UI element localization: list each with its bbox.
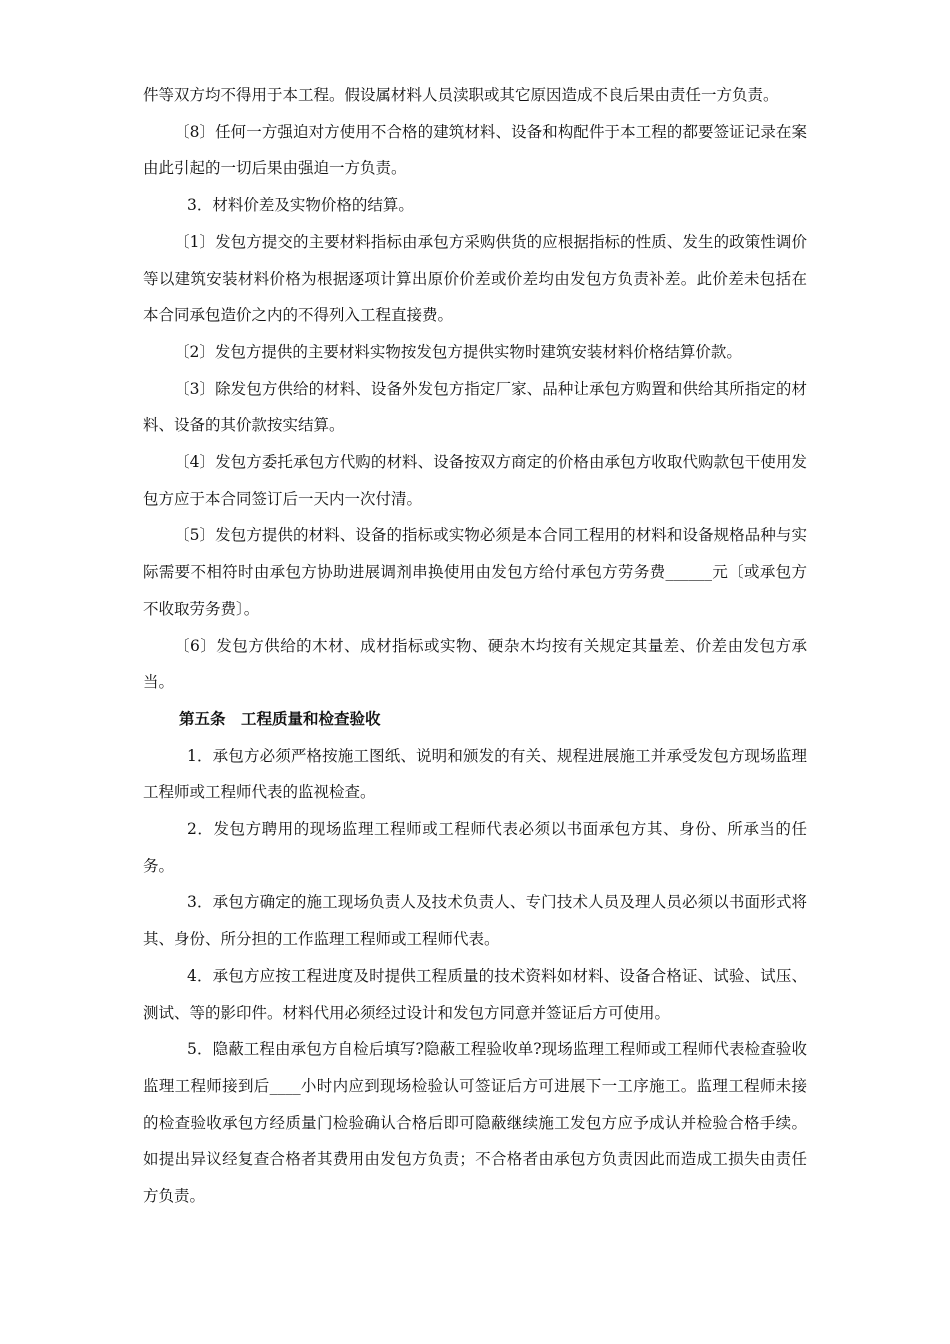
paragraph-item-6: 〔6〕发包方供给的木材、成材指标或实物、硬杂木均按有关规定其量差、价差由发包方承当。 [143, 636, 807, 692]
document-body [143, 77, 807, 1215]
paragraph-continuation: 件等双方均不得用于本工程。假设属材料人员渎职或其它原因造成不良后果由责任一方负责。 [143, 86, 779, 104]
paragraph-item-5: 〔5〕发包方提供的材料、设备的指标或实物必须是本合同工程用的材料和设备规格品种与实际需要不相符时由承包方协助进展调剂串换使用由发包方给付承包方劳务费______元〔或承包方不收取劳务费〕。 [143, 526, 807, 618]
paragraph-item-8: 〔8〕任何一方强迫对方使用不合格的建筑材料、设备和构配件于本工程的都要签证记录在案由此引起的一切后果由强迫一方负责。 [143, 122, 807, 178]
paragraph-quality-4: 4．承包方应按工程进度及时提供工程质量的技术资料如材料、设备合格证、试验、试压、测试、等的影印件。材料代用必须经过设计和发包方同意并签证后方可使用。 [143, 966, 807, 1022]
paragraph-section-3: 3．材料价差及实物价格的结算。 [187, 196, 414, 215]
paragraph-item-4: 〔4〕发包方委托承包方代购的材料、设备按双方商定的价格由承包方收取代购款包干使用发包方应于本合同签订后一天内一次付清。 [143, 453, 807, 508]
paragraph-quality-5: 5．隐蔽工程由承包方自检后填写?隐蔽工程验收单?现场监理工程师或工程师代表检查验收监理工程师接到后____小时内应到现场检验认可签证后方可进展下一工序施工。监理工程师未接的检查验收承包方经质量门检验确认合格后即可隐蔽继续施工发包方应予成认并检验合格手续。如提出异议经复查合格者其费用由发包方负责；不合格者由承包方负责因此而造成工损失由责任方负责。 [143, 1040, 807, 1206]
article-5-heading: 第五条 工程质量和检查验收 [179, 708, 381, 728]
paragraph-item-3: 〔3〕除发包方供给的材料、设备外发包方指定厂家、品种让承包方购置和供给其所指定的材料、设备的其价款按实结算。 [143, 379, 807, 435]
paragraph-item-2: 〔2〕发包方提供的主要材料实物按发包方提供实物时建筑安装材料价格结算价款。 [174, 342, 742, 361]
paragraph-quality-2: 2．发包方聘用的现场监理工程师或工程师代表必须以书面承包方其、身份、所承当的任务。 [143, 820, 807, 875]
paragraph-quality-1: 1．承包方必须严格按施工图纸、说明和颁发的有关、规程进展施工并承受发包方现场监理工程师或工程师代表的监视检查。 [143, 746, 807, 802]
paragraph-quality-3: 3．承包方确定的施工现场负责人及技术负责人、专门技术人员及理人员必须以书面形式将其、身份、所分担的工作监理工程师或工程师代表。 [143, 893, 807, 949]
paragraph-item-1: 〔1〕发包方提交的主要材料指标由承包方采购供货的应根据指标的性质、发生的政策性调价等以建筑安装材料价格为根据逐项计算出原价价差或价差均由发包方负责补差。此价差未包括在本合同承包造价之内的不得列入工程直接费。 [143, 232, 807, 325]
